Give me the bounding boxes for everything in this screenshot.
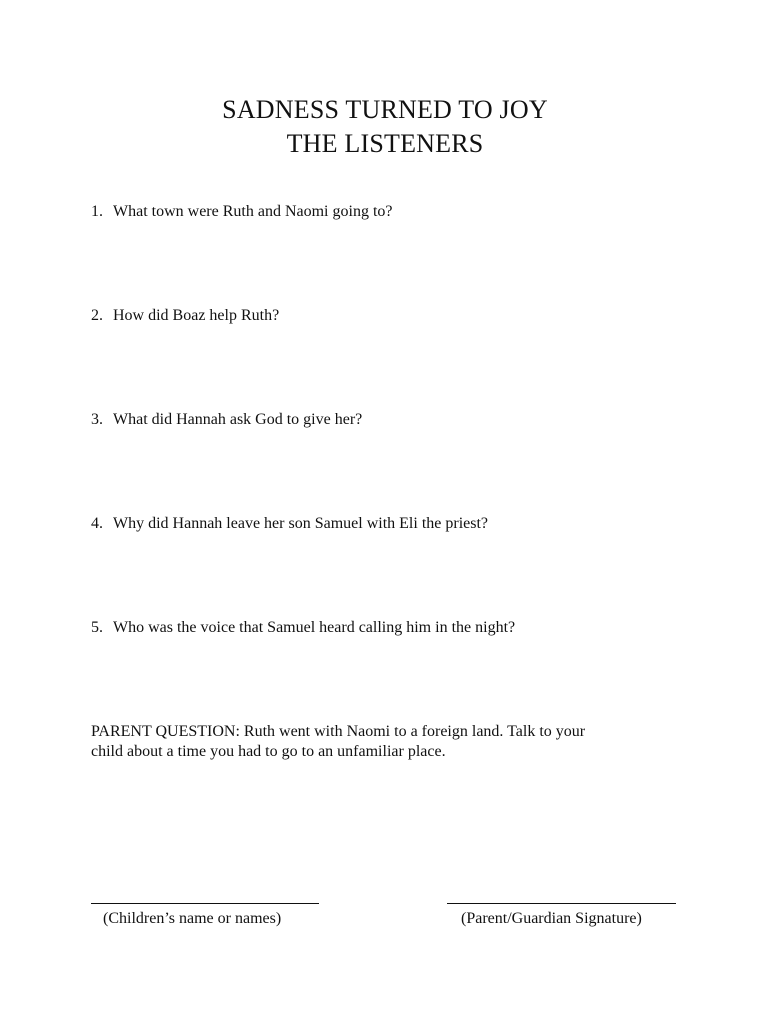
parent-signature-line[interactable]	[447, 903, 676, 904]
parent-question	[91, 722, 671, 762]
question-text: What did Hannah ask God to give her?	[113, 411, 363, 428]
page-title: SADNESS TURNED TO JOY	[222, 95, 548, 124]
children-name-label: (Children’s name or names)	[103, 910, 282, 927]
page-subtitle: THE LISTENERS	[286, 129, 484, 158]
question-4	[91, 514, 488, 534]
parent-question-line-2: child about a time you had to go to an unfamiliar place.	[91, 743, 446, 760]
question-number: 3.	[91, 411, 103, 428]
question-text: Who was the voice that Samuel heard calling him in the night?	[113, 619, 516, 636]
question-2	[91, 306, 279, 326]
parent-question-line-1: PARENT QUESTION: Ruth went with Naomi to a foreign land. Talk to your	[91, 723, 586, 740]
children-name-line[interactable]	[91, 903, 319, 904]
question-1	[91, 202, 393, 222]
question-3	[91, 410, 362, 430]
parent-signature-label: (Parent/Guardian Signature)	[461, 910, 642, 927]
question-number: 4.	[91, 515, 103, 532]
question-number: 5.	[91, 619, 103, 636]
question-text: How did Boaz help Ruth?	[113, 307, 280, 324]
question-5	[91, 618, 515, 638]
question-text: What town were Ruth and Naomi going to?	[113, 203, 393, 220]
question-text: Why did Hannah leave her son Samuel with Eli the priest?	[113, 515, 489, 532]
question-number: 2.	[91, 307, 103, 324]
question-number: 1.	[91, 203, 103, 220]
